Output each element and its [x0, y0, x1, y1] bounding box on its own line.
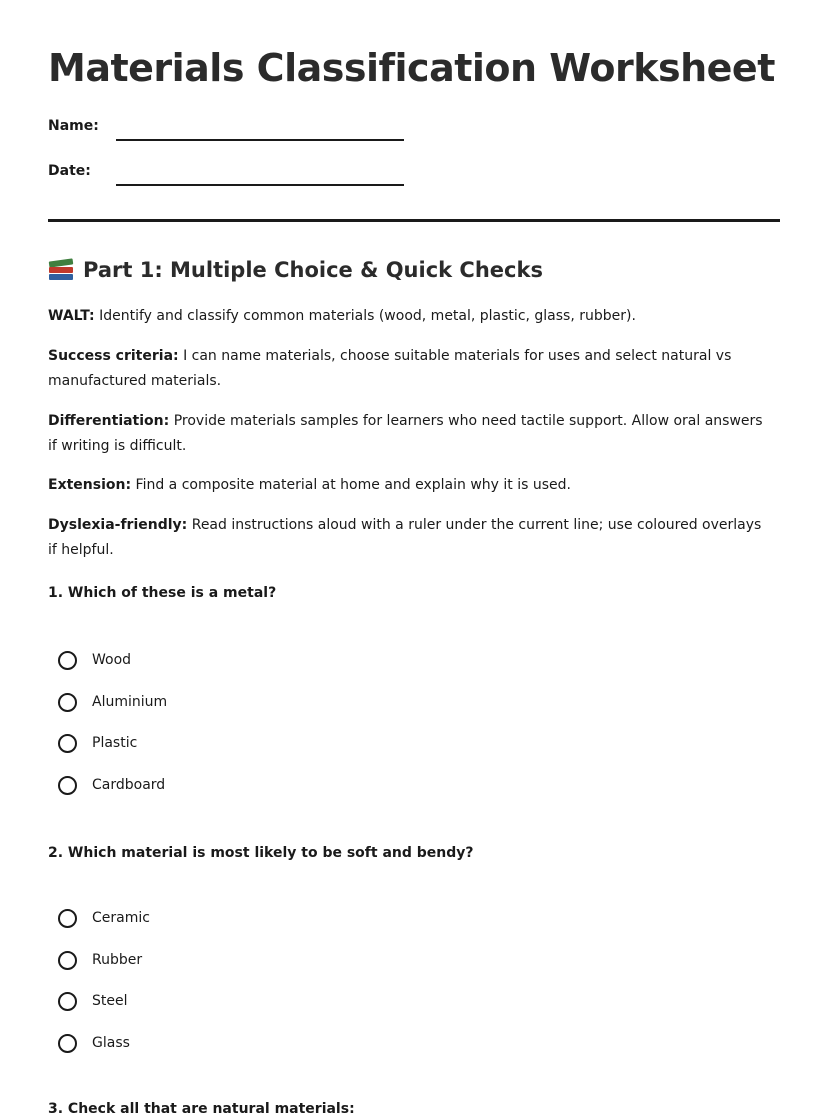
option-label: Ceramic	[92, 910, 150, 926]
radio-button[interactable]	[58, 1034, 77, 1053]
option-plastic[interactable]	[58, 731, 137, 755]
option-label: Aluminium	[92, 694, 168, 710]
option-steel[interactable]	[58, 989, 128, 1013]
option-aluminium[interactable]	[58, 690, 167, 714]
radio-button[interactable]	[58, 776, 77, 795]
option-label: Cardboard	[92, 777, 166, 793]
option-glass[interactable]	[58, 1031, 130, 1055]
part1-heading-text: Part 1: Multiple Choice & Quick Checks	[83, 258, 543, 282]
radio-button[interactable]	[58, 734, 77, 753]
dyslexia-text	[48, 513, 768, 563]
walt-body: Identify and classify common materials (wood, metal, plastic, glass, rubber).	[94, 308, 636, 324]
radio-button[interactable]	[58, 693, 77, 712]
books-icon	[48, 258, 74, 282]
date-field[interactable]	[48, 163, 408, 187]
divider	[48, 219, 780, 222]
option-ceramic[interactable]	[58, 906, 150, 930]
radio-button[interactable]	[58, 651, 77, 670]
extension-text	[48, 473, 768, 498]
option-label: Steel	[92, 993, 128, 1009]
question-1: 1. Which of these is a metal?	[48, 585, 277, 601]
option-label: Rubber	[92, 952, 143, 968]
name-field[interactable]	[48, 118, 408, 142]
option-rubber[interactable]	[58, 948, 142, 972]
dyslexia-body: Read instructions aloud with a ruler under the current line; use coloured overlays if helpful.	[48, 517, 762, 558]
option-label: Glass	[92, 1035, 130, 1051]
question-3: 3. Check all that are natural materials:	[48, 1101, 355, 1117]
walt-text	[48, 304, 768, 329]
radio-button[interactable]	[58, 992, 77, 1011]
name-label: Name:	[48, 118, 99, 134]
differentiation-body: Provide materials samples for learners who need tactile support. Allow oral answers if writing is difficult.	[48, 413, 763, 454]
success-criteria-label: Success criteria:	[48, 348, 179, 364]
extension-body: Find a composite material at home and explain why it is used.	[131, 477, 571, 493]
name-input-line[interactable]	[116, 139, 404, 141]
option-cardboard[interactable]	[58, 773, 165, 797]
success-criteria-body: I can name materials, choose suitable materials for uses and select natural vs manufactured materials.	[48, 348, 732, 389]
option-wood[interactable]	[58, 648, 131, 672]
radio-button[interactable]	[58, 951, 77, 970]
success-criteria-text	[48, 344, 768, 394]
differentiation-label: Differentiation:	[48, 413, 170, 429]
option-label: Wood	[92, 652, 132, 668]
differentiation-text	[48, 409, 768, 459]
dyslexia-label: Dyslexia-friendly:	[48, 517, 188, 533]
option-label: Plastic	[92, 735, 138, 751]
date-label: Date:	[48, 163, 91, 179]
part1-heading	[48, 258, 543, 282]
question-2: 2. Which material is most likely to be soft and bendy?	[48, 845, 474, 861]
radio-button[interactable]	[58, 909, 77, 928]
walt-label: WALT:	[48, 308, 95, 324]
date-input-line[interactable]	[116, 184, 404, 186]
page-title: Materials Classification Worksheet	[48, 46, 775, 90]
extension-label: Extension:	[48, 477, 132, 493]
